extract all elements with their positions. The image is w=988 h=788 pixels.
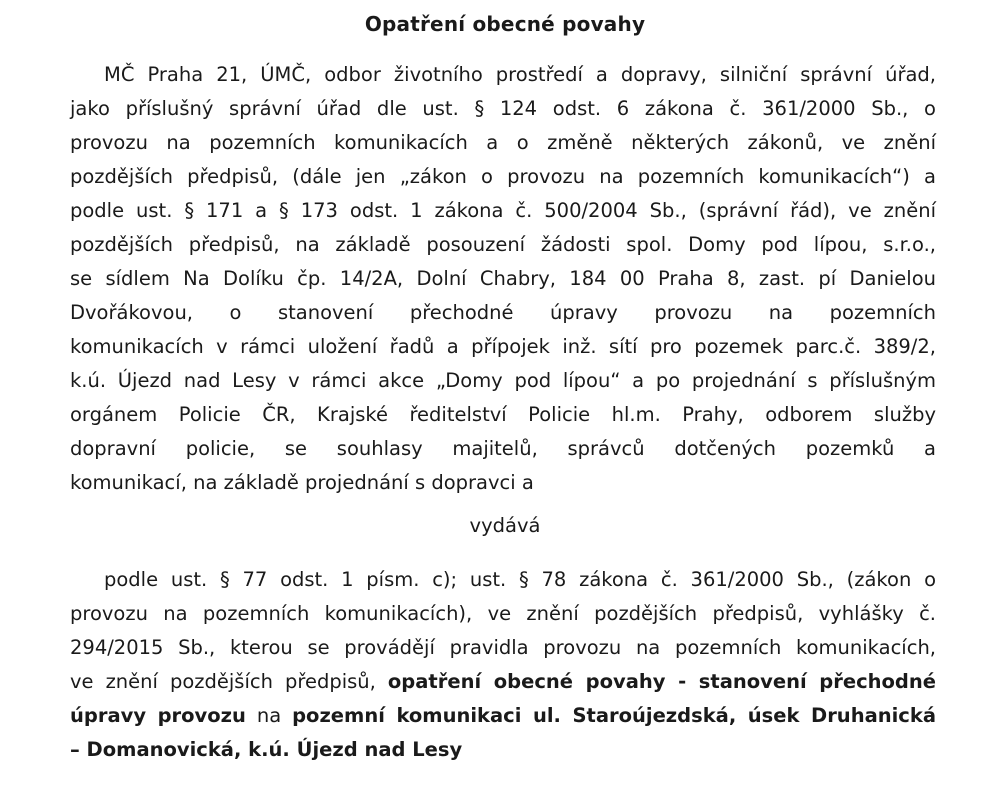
paragraph-text: ve znění pozdějších předpisů, (70, 670, 388, 693)
paragraph-line (70, 665, 936, 699)
document-title: Opatření obecné povahy (364, 12, 646, 36)
issue-verb: vydává (469, 514, 541, 537)
paragraph-line: orgánem Policie ČR, Krajské ředitelství Policie hl.m. Prahy, odborem služby (70, 403, 936, 426)
paragraph-line: provozu na pozemních komunikacích), ve znění pozdějších předpisů, vyhlášky č. (70, 602, 936, 625)
road-section-bold: pozemní komunikaci ul. Staroújezdská, úsek Druhanická (292, 704, 936, 727)
paragraph-line: podle ust. § 171 a § 173 odst. 1 zákona č. 500/2004 Sb., (správní řád), ve znění (70, 199, 936, 222)
paragraph-line: komunikacích v rámci uložení řadů a přípojek inž. sítí pro pozemek parc.č. 389/2, (70, 335, 936, 358)
road-section-line: – Domanovická, k.ú. Újezd nad Lesy (70, 738, 463, 761)
paragraph-text: na (245, 704, 293, 727)
paragraph-line: jako příslušný správní úřad dle ust. § 124 odst. 6 zákona č. 361/2000 Sb., o (70, 97, 936, 120)
paragraph-line: podle ust. § 77 odst. 1 písm. c); ust. § 78 zákona č. 361/2000 Sb., (zákon o (104, 568, 936, 591)
paragraph-line: MČ Praha 21, ÚMČ, odbor životního prostředí a dopravy, silniční správní úřad, (104, 63, 936, 86)
paragraph-line (70, 699, 936, 733)
decision-subject-bold: opatření obecné povahy - stanovení přechodné (387, 670, 936, 693)
paragraph-line: dopravní policie, se souhlasy majitelů, správců dotčených pozemků a (70, 437, 936, 460)
paragraph-line: pozdějších předpisů, na základě posouzení žádosti spol. Domy pod lípou, s.r.o., (70, 233, 936, 256)
decision-paragraph (70, 563, 936, 767)
intro-paragraph (70, 58, 936, 500)
paragraph-line: Dvořákovou, o stanovení přechodné úpravy provozu na pozemních (70, 301, 936, 324)
paragraph-line: komunikací, na základě projednání s dopravci a (70, 471, 534, 494)
paragraph-line: pozdějších předpisů, (dále jen „zákon o provozu na pozemních komunikacích“) a (70, 165, 936, 188)
decision-subject-bold: úpravy provozu (70, 704, 246, 727)
paragraph-line: k.ú. Újezd nad Lesy v rámci akce „Domy pod lípou“ a po projednání s příslušným (70, 369, 936, 392)
paragraph-line: 294/2015 Sb., kterou se provádějí pravidla provozu na pozemních komunikacích, (70, 636, 936, 659)
paragraph-line: provozu na pozemních komunikacích a o změně některých zákonů, ve znění (70, 131, 936, 154)
paragraph-line: se sídlem Na Dolíku čp. 14/2A, Dolní Chabry, 184 00 Praha 8, zast. pí Danielou (70, 267, 936, 290)
